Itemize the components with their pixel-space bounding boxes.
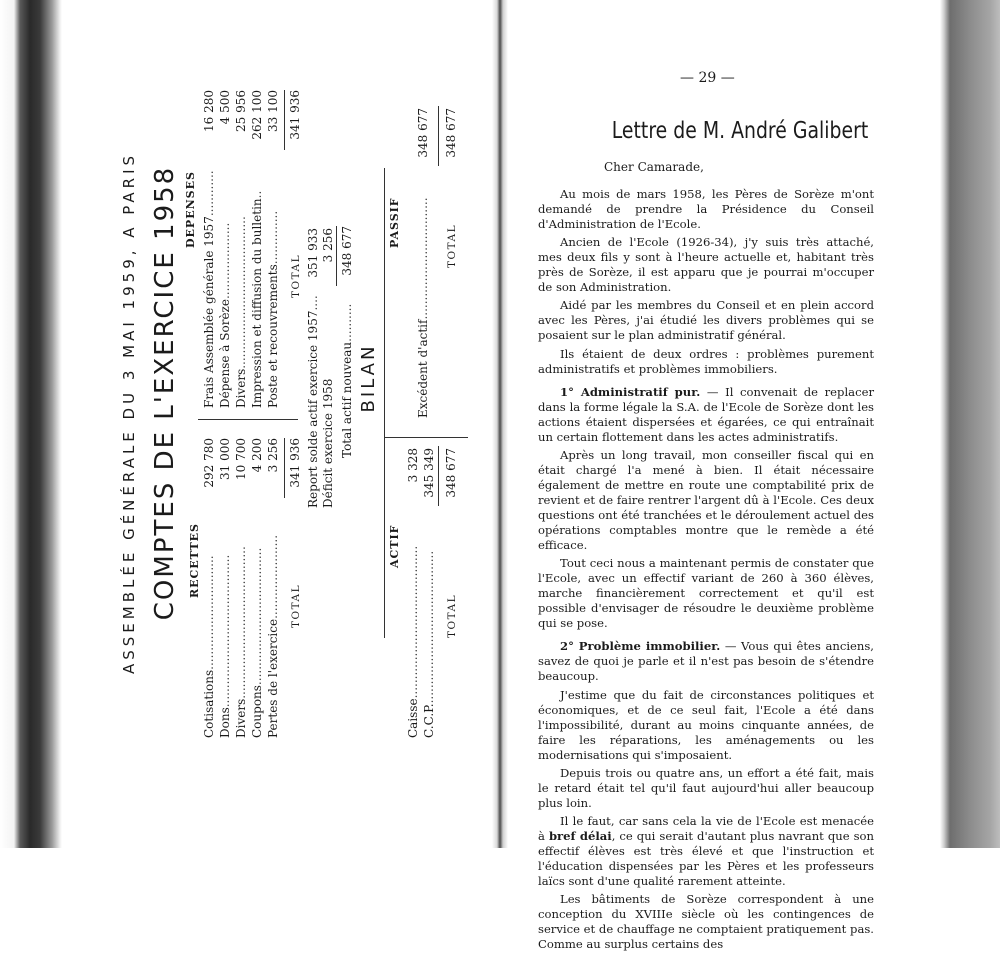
depenses-label: Dépense à Sorèze [218, 299, 232, 408]
depenses-amount: 262 100 [250, 90, 264, 140]
letter-title: Lettre de M. André Galibert [611, 118, 869, 144]
passif-label: Excédent d'actif [416, 319, 430, 418]
actif-label: C.C.P. [422, 703, 436, 738]
passif-total-rule [438, 106, 439, 166]
recettes-total: 341 936 [288, 438, 302, 488]
report-row: Report solde actif exercice 1957.... 351 933 [306, 228, 320, 508]
depenses-row: Divers........................................ 25 956 [234, 90, 248, 408]
depenses-heading: DEPENSES [184, 171, 197, 248]
text-run: Les bâtiments de Sorèze correspondent à une conception du [538, 892, 874, 922]
actif-label: Caisse [406, 698, 420, 738]
paragraph [538, 892, 874, 952]
paragraph: Aidé par les membres du Conseil et en plein accord avec les Pères, j'ai étudié les divers problèmes qui se posaient sur le plan administratif général. [538, 298, 874, 343]
actif-total: 348 677 [444, 448, 458, 498]
text-run: Il le faut, car sans cela la vie de l'Ecole est menacée à [538, 813, 874, 843]
passif-row: Excédent d'actif................................ 348 677 [416, 108, 430, 418]
depenses-label: Frais Assemblée générale 1957 [202, 216, 216, 408]
depenses-total-rule [284, 90, 285, 150]
recettes-amount: 31 000 [218, 438, 232, 480]
depenses-row: Frais Assemblée générale 1957............ 16 280 [202, 90, 216, 408]
report-amount: 351 933 [306, 228, 320, 278]
report-label: Déficit exercice 1958 [321, 378, 335, 508]
report-row [321, 228, 335, 508]
recettes-amount: 10 700 [234, 438, 248, 480]
report-label: Report solde actif exercice 1957 [306, 310, 320, 508]
text-run: , ce qui serait d'autant plus navrant que son effectif élèves est très élevé et que l'instruction et l'éducation dispensées par les Pères et les professeurs laïcs sont d'une qualité rarement atteinte. [538, 828, 875, 889]
section-text: — Il convenait de replacer dans la forme légale la S.A. de l'Ecole de Sorèze dont les actions étaient dispersées et égarées, ce qui entraînait un certain flottement dans les actes administratifs. [538, 384, 874, 444]
letter-body [538, 160, 874, 955]
depenses-label: Impression et diffusion du bulletin [250, 198, 264, 408]
paragraph: Après un long travail, mon conseiller fiscal qui en était chargé l'a mené à bien. Il était nécessaire également de mettre en route une comptabilité prix de revient et de faire rentrer l'argent dû à l'Ecole. Ces deux questions ont été tranchées et le déroulement actuel des opérations comptables montre que le remède a été efficace. [538, 447, 874, 553]
report-total-label: Total actif nouveau [340, 341, 354, 458]
recettes-row: Cotisations.............................. 292 780 [202, 438, 216, 738]
paragraph: Tout ceci nous a maintenant permis de constater que l'Ecole, avec un effectif variant de 260 à 360 élèves, marche financièrement correctement et qu'il est possible d'envisager de résoudre le deuxième problème qui se pose. [538, 556, 874, 631]
depenses-amount: 16 280 [202, 90, 216, 132]
actif-amount: 345 349 [422, 448, 436, 498]
passif-amount: 348 677 [416, 108, 430, 158]
depenses-total-label: TOTAL [290, 253, 302, 298]
recettes-row: Coupons.................................... 4 200 [250, 438, 264, 738]
page-number: — 29 — [680, 70, 735, 86]
emphasis: bref délai [548, 828, 612, 843]
paragraph [538, 814, 874, 889]
recettes-amount: 3 256 [266, 438, 280, 473]
paragraph: J'estime que du fait de circonstances politiques et économiques, et de ce seul fait, l'Ecole a été dans l'impossibilité, durant au moins cinquante années, de faire les réparations, les aménagements ou les modernisations qui s'imposaient. [538, 687, 874, 762]
recettes-row: Dons........................................ 31 000 [218, 438, 232, 738]
paragraph: Depuis trois ou quatre ans, un effort a été fait, mais le retard était tel qu'il faut aujourd'hui aller beaucoup plus loin. [538, 765, 874, 810]
passif-heading: PASSIF [388, 197, 401, 248]
depenses-label: Poste et recouvrements [266, 264, 280, 408]
paragraph: Au mois de mars 1958, les Pères de Sorèze m'ont demandé de prendre la Présidence du Conseil d'Administration de l'Ecole. [538, 187, 874, 232]
actif-row: C.C.P......................................... 345 349 [422, 448, 436, 738]
depenses-row: Impression et diffusion du bulletin.. 262 100 [250, 90, 264, 408]
section-administratif [538, 385, 874, 445]
recettes-label: Dons [218, 707, 232, 738]
actif-total-rule [438, 446, 439, 506]
depenses-amount: 4 500 [218, 90, 232, 125]
recettes-label: Pertes de l'exercice [266, 618, 280, 738]
recettes-heading: RECETTES [188, 523, 201, 598]
bilan-top-rule [384, 168, 385, 638]
passif-total-label: TOTAL [446, 223, 458, 268]
text-run: XVIIIe siècle où les contingences de service et de chauffage ne comptaient pratiquement pas. Comme au surplus certains des [538, 907, 875, 952]
assembly-title: ASSEMBLÉE GÉNÉRALE DU 3 MAI 1959, A PARIS [120, 151, 138, 675]
recettes-amount: 292 780 [202, 438, 216, 488]
book-gutter [492, 0, 508, 848]
recettes-total-rule [284, 438, 285, 498]
recettes-total-label: TOTAL [290, 583, 302, 628]
actif-row: Caisse........................................ 3 328 [406, 448, 420, 738]
report-rule [336, 226, 337, 286]
paragraph: Ils étaient de deux ordres : problèmes purement administratifs et problèmes immobiliers. [538, 346, 874, 376]
recettes-row: Pertes de l'exercice...................... 3 256 [266, 438, 280, 738]
bilan-title: BILAN [358, 343, 379, 413]
section-heading: 2° Problème immobilier. [560, 639, 721, 654]
recettes-row: Divers........................................ 10 700 [234, 438, 248, 738]
section-text: — Vous qui êtes anciens, savez de quoi je parle et il n'est pas besoin de s'étendre beaucoup. [538, 639, 874, 684]
passif-total: 348 677 [444, 108, 458, 158]
actif-total-label: TOTAL [446, 593, 458, 638]
comptes-title: COMPTES DE L'EXERCICE 1958 [150, 165, 180, 621]
paragraph: Ancien de l'Ecole (1926-34), j'y suis très attaché, mes deux fils y sont à l'heure actuelle et, habitant très près de Sorèze, il est apparu que je pourrai m'occuper de son Administration. [538, 235, 874, 295]
recettes-label: Coupons [250, 685, 264, 738]
recettes-amount: 4 200 [250, 438, 264, 473]
scan-right-edge [940, 0, 1000, 848]
depenses-label: Divers [234, 368, 248, 408]
greeting: Cher Camarade, [604, 160, 704, 174]
recettes-label: Cotisations [202, 669, 216, 738]
section-heading: 1° Administratif pur. [560, 384, 701, 399]
report-amount: 3 256 [321, 228, 335, 263]
actif-amount: 3 328 [406, 448, 420, 483]
left-page-accounts [120, 88, 460, 738]
recettes-label: Divers [234, 698, 248, 738]
actif-heading: ACTIF [388, 524, 401, 568]
depenses-row: Poste et recouvrements.............. 33 100 [266, 90, 280, 408]
depenses-amount: 25 956 [234, 90, 248, 132]
accounts-divider [198, 419, 298, 420]
depenses-total: 341 936 [288, 90, 302, 140]
depenses-amount: 33 100 [266, 90, 280, 132]
scan-left-edge [0, 0, 62, 848]
depenses-row: Dépense à Sorèze.................... 4 500 [218, 90, 232, 408]
section-immobilier [538, 639, 874, 684]
report-total-row: Total actif nouveau.......... 348 677 [340, 226, 354, 458]
report-total: 348 677 [340, 226, 354, 276]
